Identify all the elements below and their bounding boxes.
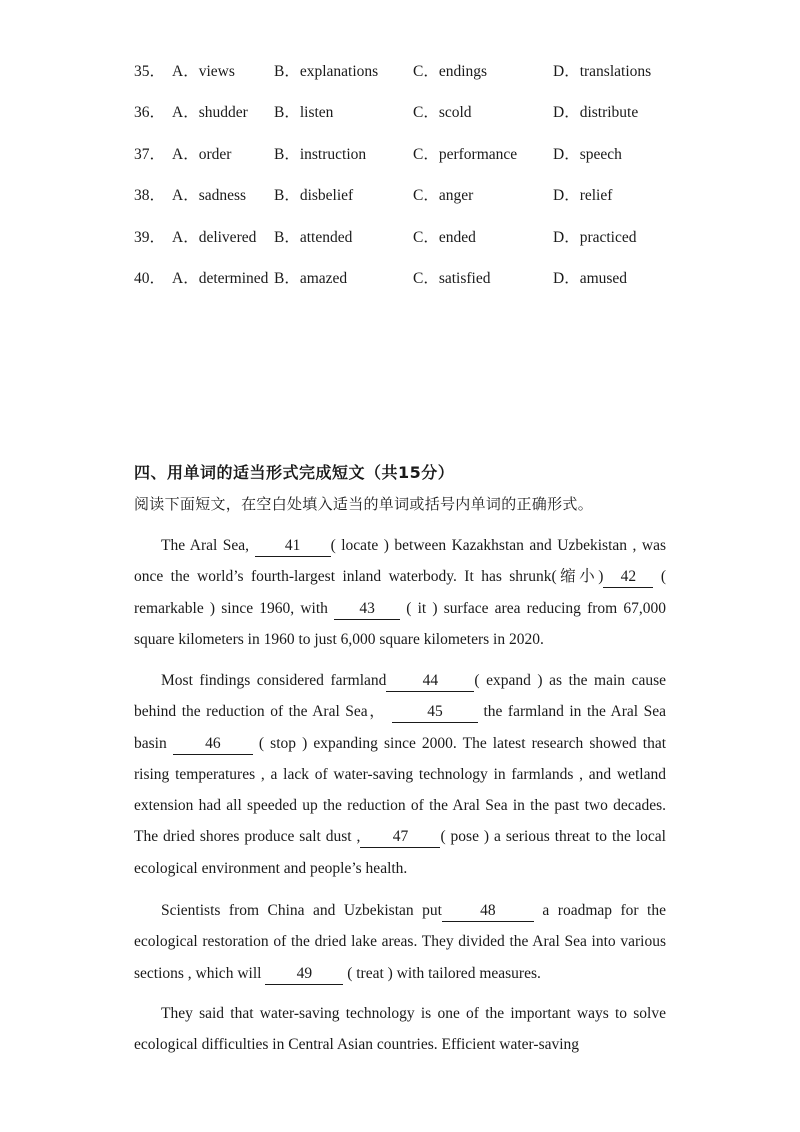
passage-text: ( stop ) expanding since 2000. The latest research showed that rising temperatures , a lack of water-saving technology in farmlands , and wetland extension had all speeded up the reduction of the Aral Sea in the past two decades. The dried shores produce salt dust ,: [134, 734, 667, 846]
passage-text: The Aral Sea,: [161, 537, 250, 554]
option-d: D．relief: [553, 187, 613, 204]
passage-paragraph-4: [134, 998, 666, 1061]
question-38: [134, 184, 694, 208]
question-number: 35．: [134, 63, 166, 80]
option-c: C．ended: [413, 229, 476, 246]
question-35: [134, 60, 694, 84]
question-number: 37．: [134, 146, 166, 163]
passage-paragraph-2: [134, 665, 666, 884]
question-40: [134, 267, 694, 291]
option-d: D．amused: [553, 270, 628, 287]
option-b: B．amazed: [274, 270, 348, 287]
option-d: D．translations: [553, 63, 652, 80]
option-a: A．shudder: [172, 104, 248, 121]
passage-paragraph-1: [134, 530, 666, 655]
blank-46[interactable]: 46: [173, 735, 253, 755]
blank-41[interactable]: 41: [255, 537, 331, 557]
passage-text: ( treat ) with tailored measures.: [347, 964, 541, 982]
option-c: C．endings: [413, 63, 488, 80]
passage-text: ( expand ) as the main cause behind the reduction of the Aral Sea，: [134, 672, 667, 721]
option-c: C．scold: [413, 104, 472, 121]
option-d: D．speech: [553, 146, 622, 163]
blank-43[interactable]: 43: [334, 600, 400, 620]
blank-47[interactable]: 47: [360, 828, 440, 848]
option-a: A．determined: [172, 270, 269, 287]
passage-text: Most findings considered farmland: [161, 672, 387, 689]
option-b: B．listen: [274, 104, 334, 121]
question-number: 36．: [134, 104, 166, 121]
option-b: B．explanations: [274, 63, 379, 80]
question-37: [134, 143, 694, 167]
blank-42[interactable]: 42: [603, 568, 653, 588]
question-36: [134, 101, 694, 125]
passage-text: ( it ) surface area reducing from 67,000 square kilometers in 1960 to just 6,000 square kilometers in 2020.: [134, 599, 667, 648]
blank-45[interactable]: 45: [392, 703, 478, 723]
blank-44[interactable]: 44: [386, 672, 474, 692]
question-39: [134, 226, 694, 250]
option-b: B．instruction: [274, 146, 367, 163]
option-a: A．order: [172, 146, 232, 163]
blank-49[interactable]: 49: [265, 965, 343, 985]
passage-text: Scientists from China and Uzbekistan put: [161, 902, 442, 919]
passage-paragraph-3: [134, 895, 666, 989]
option-b: B．attended: [274, 229, 353, 246]
option-a: A．sadness: [172, 187, 247, 204]
option-c: C．anger: [413, 187, 474, 204]
passage-text: ( remarkable ) since 1960, with: [134, 568, 667, 617]
option-d: D．distribute: [553, 104, 639, 121]
passage-text: ( locate ) between Kazakhstan and Uzbekistan , was once the world’s fourth-largest inland waterbody. It has shrunk(缩小): [134, 537, 666, 586]
option-c: C．performance: [413, 146, 518, 163]
option-a: A．delivered: [172, 229, 257, 246]
option-c: C．satisfied: [413, 270, 491, 287]
passage-text: ( pose ) a serious threat to the local ecological environment and people’s health.: [134, 828, 666, 877]
question-number: 39．: [134, 229, 166, 246]
question-number: 40．: [134, 270, 166, 287]
option-a: A．views: [172, 63, 235, 80]
passage-text: They said that water-saving technology is one of the important ways to solve ecological difficulties in Central Asian countries. Efficient water-saving: [134, 1005, 666, 1054]
section-title: 四、用单词的适当形式完成短文（共15分）: [134, 463, 455, 482]
passage-text: the farmland in the Aral Sea basin: [134, 703, 666, 752]
blank-48[interactable]: 48: [442, 902, 534, 922]
option-b: B．disbelief: [274, 187, 354, 204]
option-d: D．practiced: [553, 229, 637, 246]
section-instruction: 阅读下面短文，在空白处填入适当的单词或括号内单词的正确形式。: [134, 495, 594, 513]
passage-text: a roadmap for the ecological restoration of the dried lake areas. They divided the Aral Sea into various sections , which will: [134, 902, 666, 982]
question-number: 38．: [134, 187, 166, 204]
